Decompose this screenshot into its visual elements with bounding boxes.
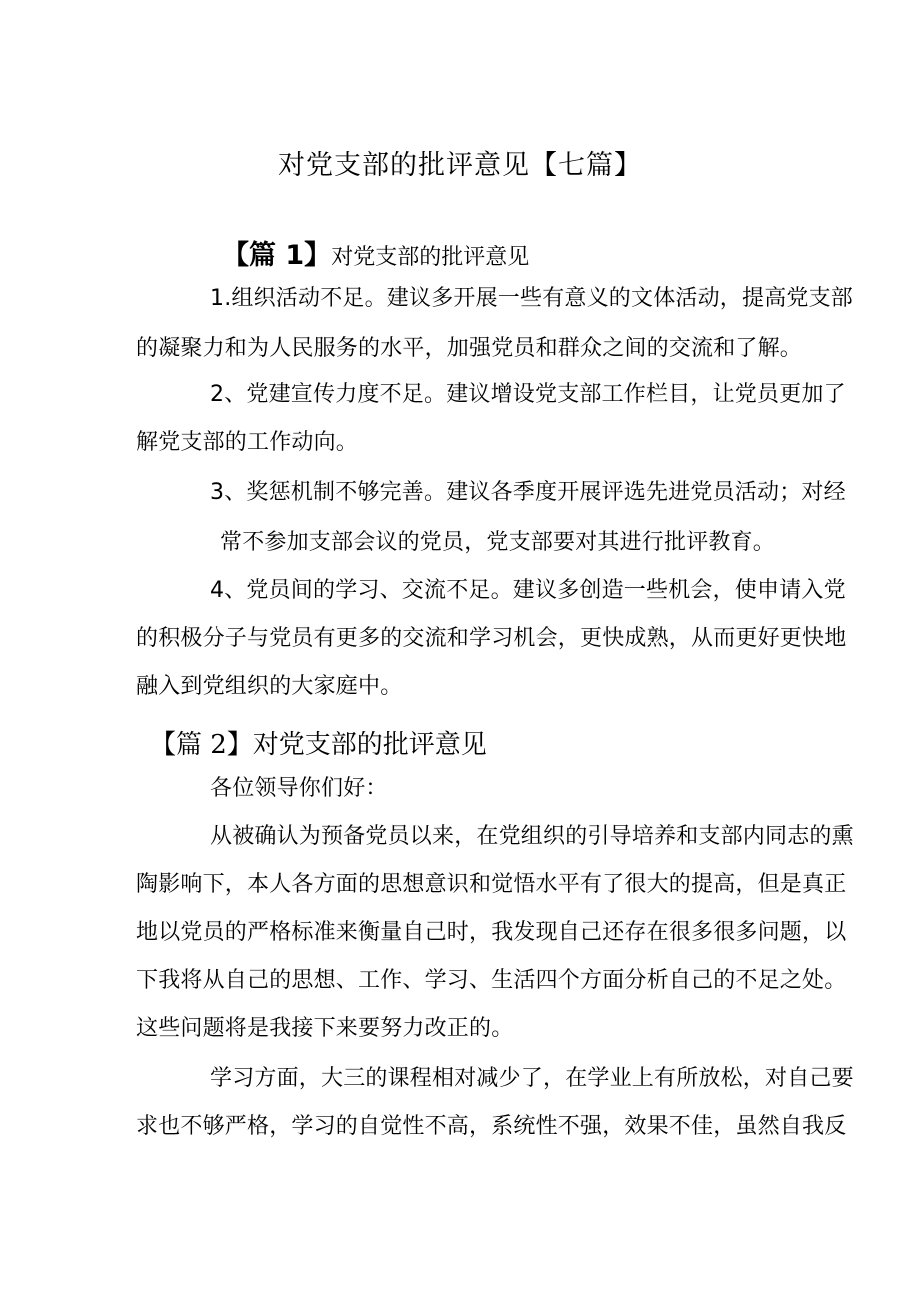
paragraph-line: 的积极分子与党员有更多的交流和学习机会，更快成熟，从而更好更快地	[136, 626, 847, 651]
paragraph-line: 解党支部的工作动向。	[136, 430, 359, 455]
paragraph-line: 地以党员的严格标准来衡量自己时，我发现自己还存在很多很多问题，以	[136, 920, 847, 945]
section-1-tag: 【篇 1】	[222, 240, 332, 271]
section-2-heading: 【篇 2】对党支部的批评意见	[150, 730, 487, 760]
paragraph-line: 下我将从自己的思想、工作、学习、生活四个方面分析自己的不足之处。	[136, 968, 847, 993]
document-title: 对党支部的批评意见【七篇】	[278, 150, 642, 181]
section-1-heading	[222, 233, 529, 272]
paragraph-line: 3、奖惩机制不够完善。建议各季度开展评选先进党员活动；对经	[210, 480, 846, 505]
paragraph-line: 求也不够严格，学习的自觉性不高，系统性不强，效果不佳，虽然自我反	[136, 1114, 847, 1139]
paragraph-line: 融入到党组织的大家庭中。	[136, 674, 403, 699]
paragraph-line: 这些问题将是我接下来要努力改正的。	[136, 1016, 514, 1041]
paragraph-line: 1.组织活动不足。建议多开展一些有意义的文体活动，提高党支部	[210, 286, 853, 311]
section-1-heading-text: 对党支部的批评意见	[331, 245, 530, 270]
paragraph-line: 各位领导你们好：	[210, 776, 388, 801]
paragraph-line: 陶影响下，本人各方面的思想意识和觉悟水平有了很大的提高，但是真正	[136, 872, 847, 897]
paragraph-line: 常不参加支部会议的党员，党支部要对其进行批评教育。	[220, 530, 776, 555]
paragraph-line: 学习方面，大三的课程相对减少了，在学业上有所放松，对自己要	[210, 1066, 854, 1091]
paragraph-line: 4、党员间的学习、交流不足。建议多创造一些机会，使申请入党	[210, 578, 846, 603]
paragraph-line: 从被确认为预备党员以来，在党组织的引导培养和支部内同志的熏	[210, 824, 854, 849]
paragraph-line: 2、党建宣传力度不足。建议增设党支部工作栏目，让党员更加了	[210, 382, 846, 407]
paragraph-line: 的凝聚力和为人民服务的水平，加强党员和群众之间的交流和了解。	[136, 336, 803, 361]
